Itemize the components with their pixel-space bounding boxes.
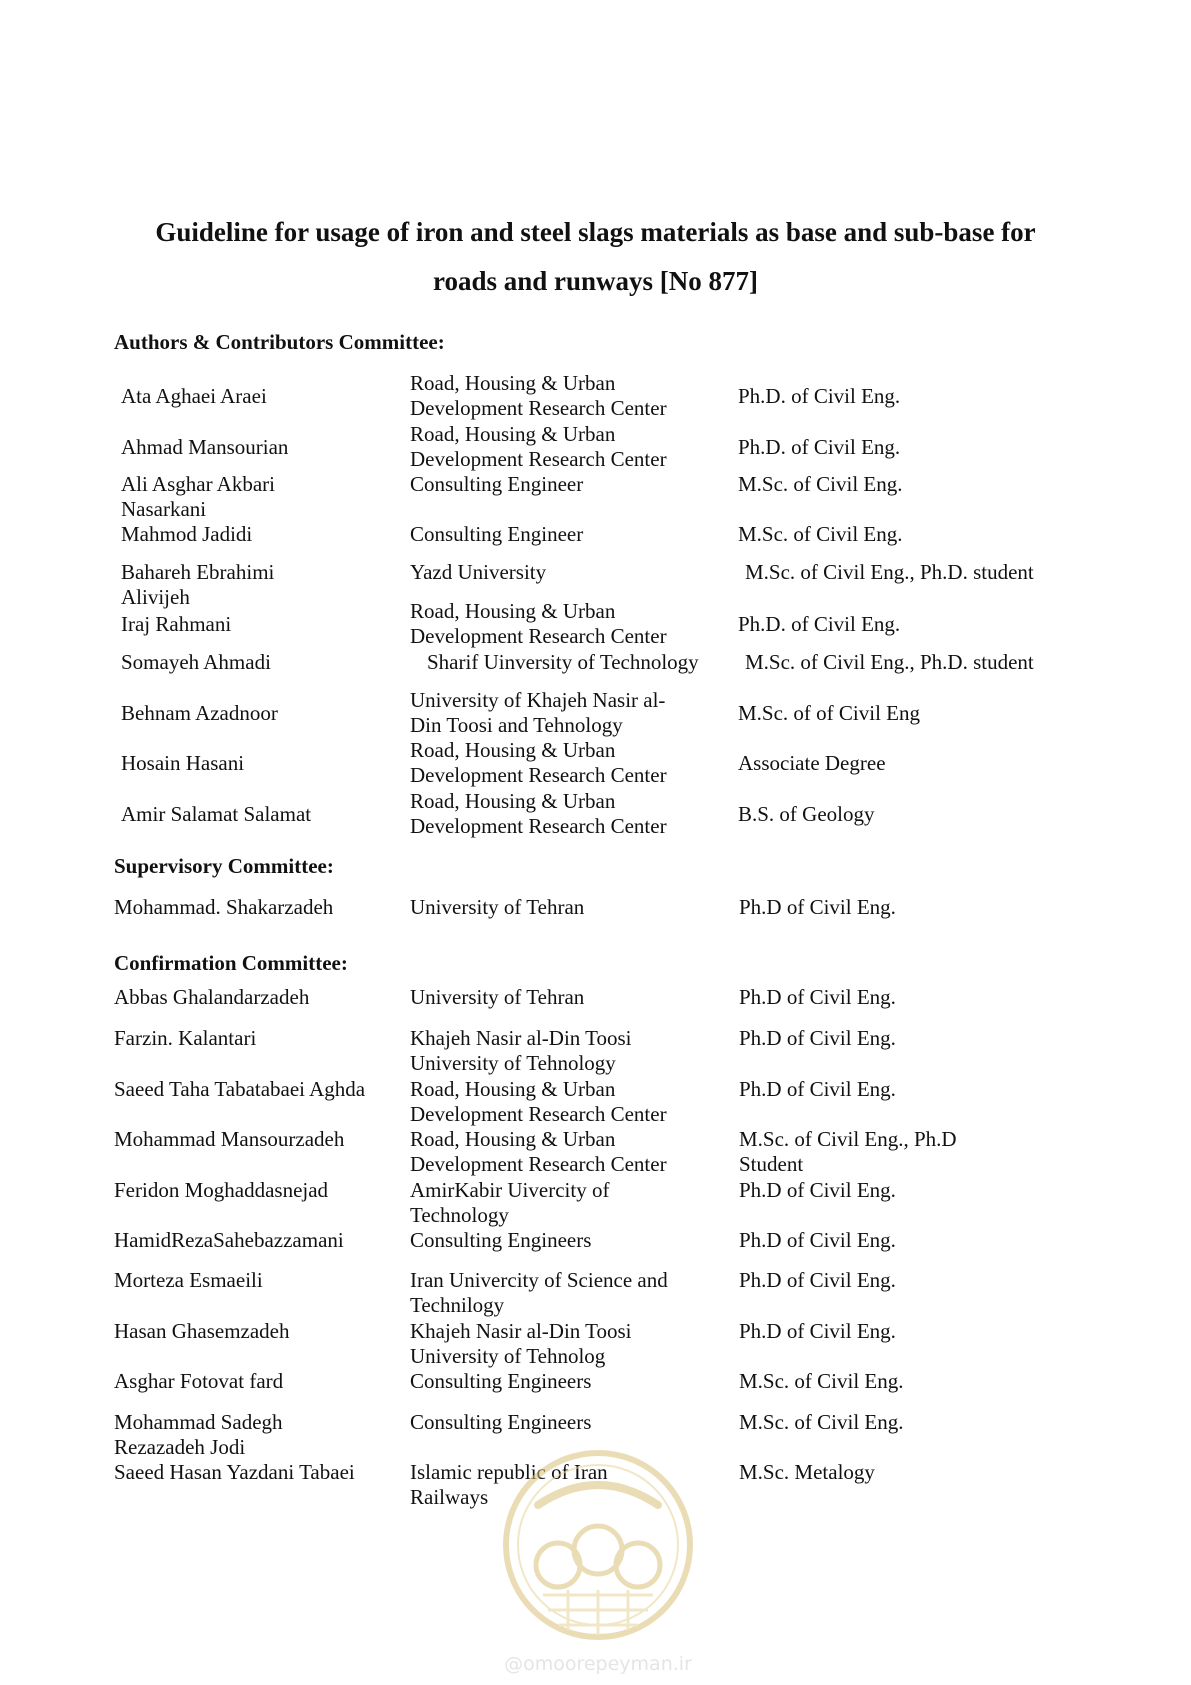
organization-line: Consulting Engineers: [410, 1410, 592, 1434]
member-degree: Ph.D of Civil Eng.: [739, 985, 896, 1009]
organization-line: Khajeh Nasir al-Din Toosi: [410, 1319, 632, 1343]
member-name: Ali Asghar Akbari Nasarkani: [121, 472, 275, 521]
organization-line: University of Khajeh Nasir al-: [410, 688, 666, 712]
organization-line: Road, Housing & Urban: [410, 738, 616, 762]
member-degree: M.Sc. of Civil Eng., Ph.D. student: [745, 560, 1034, 584]
organization-line: Technilogy: [410, 1293, 505, 1317]
member-name: Ata Aghaei Araei: [121, 383, 267, 408]
organization-line: Consulting Engineer: [410, 522, 584, 546]
organization-line: Islamic republic of Iran: [410, 1460, 608, 1484]
watermark-site: @omoorepeyman.ir: [504, 1653, 692, 1675]
organization-line: Consulting Engineer: [410, 472, 584, 496]
member-name: Amir Salamat Salamat: [121, 801, 312, 826]
member-degree: M.Sc. of Civil Eng., Ph.D Student: [739, 1127, 957, 1176]
member-degree: B.S. of Geology: [738, 801, 875, 826]
member-organization: [410, 560, 730, 585]
member-organization: [410, 1026, 730, 1076]
member-organization: [410, 371, 730, 421]
title-line-2: roads and runways [No 877]: [432, 266, 759, 296]
member-organization: [410, 599, 730, 649]
organization-line: Consulting Engineers: [410, 1228, 592, 1252]
organization-line: Development Research Center: [410, 1152, 667, 1176]
organization-line: University of Tehnolog: [410, 1344, 606, 1368]
member-organization: [410, 985, 730, 1010]
member-organization: [410, 1178, 730, 1228]
member-name: Hasan Ghasemzadeh: [114, 1319, 290, 1343]
organization-line: University of Tehran: [410, 895, 585, 919]
organization-line: Development Research Center: [410, 624, 667, 648]
member-degree: Ph.D of Civil Eng.: [739, 895, 896, 919]
member-name: Mohammad Mansourzadeh: [114, 1127, 345, 1151]
organization-line: Road, Housing & Urban: [410, 789, 616, 813]
member-name: Mahmod Jadidi: [121, 522, 253, 546]
document-title: [100, 208, 1091, 306]
member-name: HamidRezaSahebazzamani: [114, 1228, 344, 1252]
organization-line: University of Tehnology: [410, 1051, 616, 1075]
title-line-1: Guideline for usage of iron and steel slags materials as base and sub-base for: [155, 217, 1036, 247]
member-degree: Ph.D of Civil Eng.: [739, 1319, 896, 1343]
organization-line: Road, Housing & Urban: [410, 599, 616, 623]
member-organization: [410, 688, 730, 738]
member-degree: Ph.D of Civil Eng.: [739, 1268, 896, 1292]
member-organization: [410, 650, 747, 675]
member-name: Bahareh Ebrahimi Alivijeh: [121, 560, 275, 609]
member-degree: M.Sc. of Civil Eng.: [738, 522, 903, 546]
member-degree: Ph.D of Civil Eng.: [739, 1077, 896, 1101]
organization-line: AmirKabir Uivercity of: [410, 1178, 610, 1202]
member-degree: M.Sc. Metalogy: [739, 1460, 875, 1484]
organization-line: Development Research Center: [410, 396, 667, 420]
member-name: Ahmad Mansourian: [121, 434, 289, 459]
member-name: Mohammad. Shakarzadeh: [114, 895, 334, 919]
member-name: Farzin. Kalantari: [114, 1026, 257, 1050]
organization-line: Khajeh Nasir al-Din Toosi: [410, 1026, 632, 1050]
member-degree: Ph.D of Civil Eng.: [739, 1228, 896, 1252]
member-degree: Ph.D of Civil Eng.: [739, 1026, 896, 1050]
member-organization: [410, 1268, 730, 1318]
member-degree: Ph.D of Civil Eng.: [739, 1178, 896, 1202]
member-degree: Ph.D. of Civil Eng.: [738, 611, 901, 636]
organization-line: Development Research Center: [410, 814, 667, 838]
member-organization: [410, 472, 730, 497]
member-organization: [410, 789, 730, 839]
member-name: Morteza Esmaeili: [114, 1268, 263, 1292]
member-name: Behnam Azadnoor: [121, 700, 278, 725]
member-organization: [410, 1369, 730, 1394]
organization-line: Road, Housing & Urban: [410, 422, 616, 446]
confirmation-heading: Confirmation Committee:: [114, 951, 348, 975]
member-name: Hosain Hasani: [121, 750, 245, 775]
member-organization: [410, 738, 730, 788]
member-organization: [410, 422, 730, 472]
member-degree: Ph.D. of Civil Eng.: [738, 434, 901, 459]
member-organization: [410, 1410, 730, 1435]
member-degree: Ph.D. of Civil Eng.: [738, 383, 901, 408]
member-name: Feridon Moghaddasnejad: [114, 1178, 329, 1202]
member-degree: Associate Degree: [738, 750, 886, 775]
organization-line: Technology: [410, 1203, 509, 1227]
member-name: Saeed Taha Tabatabaei Aghda: [114, 1077, 366, 1101]
organization-line: Sharif Uinversity of Technology: [427, 650, 699, 674]
member-degree: M.Sc. of of Civil Eng: [738, 700, 920, 725]
member-organization: [410, 1077, 730, 1127]
member-degree: M.Sc. of Civil Eng., Ph.D. student: [745, 650, 1034, 674]
organization-line: Iran Univercity of Science and: [410, 1268, 668, 1292]
member-name: Abbas Ghalandarzadeh: [114, 985, 310, 1009]
organization-line: Development Research Center: [410, 1102, 667, 1126]
member-name: Somayeh Ahmadi: [121, 650, 271, 674]
organization-line: Railways: [410, 1485, 489, 1509]
organization-line: Road, Housing & Urban: [410, 371, 616, 395]
member-organization: [410, 895, 730, 920]
member-name: Mohammad Sadegh Rezazadeh Jodi: [114, 1410, 283, 1459]
organization-line: Development Research Center: [410, 763, 667, 787]
authors-heading: Authors & Contributors Committee:: [114, 330, 445, 354]
member-organization: [410, 522, 730, 547]
watermark: [498, 1445, 698, 1680]
organization-line: Development Research Center: [410, 447, 667, 471]
organization-line: Din Toosi and Tehnology: [410, 713, 623, 737]
organization-line: Road, Housing & Urban: [410, 1077, 616, 1101]
member-name: Asghar Fotovat fard: [114, 1369, 284, 1393]
member-degree: M.Sc. of Civil Eng.: [738, 472, 903, 496]
organization-line: Consulting Engineers: [410, 1369, 592, 1393]
member-organization: [410, 1228, 730, 1253]
gear-seal-logo-icon: [498, 1445, 698, 1645]
member-degree: M.Sc. of Civil Eng.: [739, 1410, 904, 1434]
organization-line: Yazd University: [410, 560, 547, 584]
member-name: Iraj Rahmani: [121, 611, 232, 636]
supervisory-heading: Supervisory Committee:: [114, 854, 334, 878]
organization-line: University of Tehran: [410, 985, 585, 1009]
organization-line: Road, Housing & Urban: [410, 1127, 616, 1151]
member-name: Saeed Hasan Yazdani Tabaei: [114, 1460, 355, 1484]
member-organization: [410, 1319, 730, 1369]
member-degree: M.Sc. of Civil Eng.: [739, 1369, 904, 1393]
member-organization: [410, 1127, 730, 1177]
